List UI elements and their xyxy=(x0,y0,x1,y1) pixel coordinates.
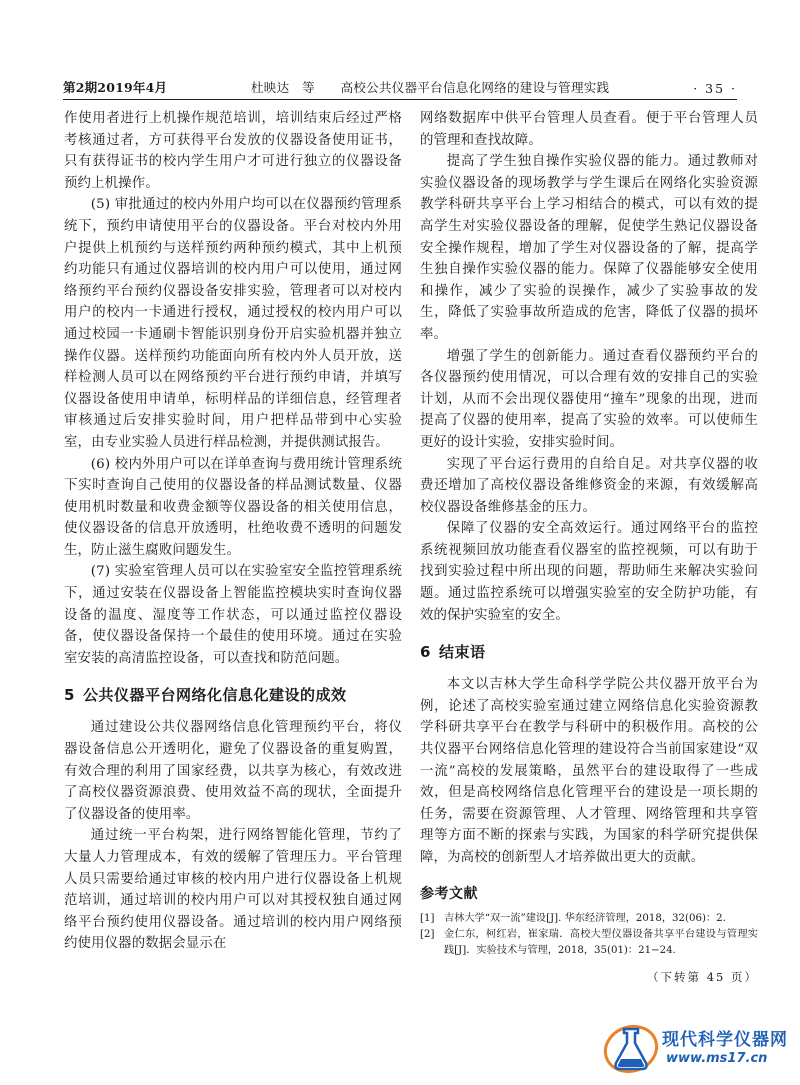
paragraph: (5) 审批通过的校内外用户均可以在仪器预约管理系统下，预约申请使用平台的仪器设备。平台对校内外用户提供上机预约与送样预约两种预约模式，其中上机预约功能只有通过仪器培训的校内用户可以使用，通过网络预约平台预约仪器设备安排实验，管理者可以对校内用户的校内一卡通进行授权，通过授权的校内用户可以通过校园一卡通刷卡智能识别身份开启实验机器并独立操作仪器。送样预约功能面向所有校内外人员开放，送样检测人员可以在网络预约平台进行预约申请，并填写仪器设备使用申请单，标明样品的详细信息，经管理者审核通过后安排实验时间，用户把样品带到中心实验室，由专业实验人员进行样品检测，并提供测试报告。 xyxy=(64,197,402,450)
paragraph: 保障了仪器的安全高效运行。通过网络平台的监控系统视频回放功能查看仪器室的监控视频，可以有助于找到实验过程中所出现的问题，帮助师生来解决实验问题。通过监控系统可以增强实验室的安全防护功能，有效的保护实验室的安全。 xyxy=(420,521,758,623)
paragraph: 本文以吉林大学生命科学学院公共仪器开放平台为例，论述了高校实验室通过建立网络信息化实验资源教学科研共享平台在教学与科研中的积极作用。高校的公共仪器平台网络信息化管理的建设符合当前国家建设“双一流”高校的发展策略，虽然平台的建设取得了一些成效，但是高校网络信息化管理平台的建设是一项长期的任务，需要在资源管理、人才管理、网络管理和共享管理等方面不断的探索与实践，为国家的科学研究提供保障，为高校的创新型人才培养做出更大的贡献。 xyxy=(420,677,758,865)
section-number: 5 xyxy=(64,686,75,705)
section-title: 公共仪器平台网络化信息化建设的成效 xyxy=(82,686,347,705)
site-watermark xyxy=(602,1015,792,1079)
flask-logo-icon xyxy=(602,1019,660,1075)
continued-note: （下转第 45 页） xyxy=(647,969,758,984)
paragraph: 提高了学生独自操作实验仪器的能力。通过教师对实验仪器设备的现场教学与学生课后在网络化实验资源教学科研共享平台上学习相结合的模式，可以有效的提高学生对实验仪器设备的理解，促使学生熟记仪器设备安全操作规程，增加了学生对仪器设备的了解，提高学生独自操作实验仪器的能力。保障了仪器能够安全使用和操作，减少了实验的误操作，减少了实验事故的发生，降低了实验事故所造成的危害，降低了仪器的损坏率。 xyxy=(420,154,758,342)
section-title: 结束语 xyxy=(438,643,486,662)
paragraph: 实现了平台运行费用的自给自足。对共享仪器的收费还增加了高校仪器设备维修资金的来源，有效缓解高校仪器设备维修基金的压力。 xyxy=(420,456,758,515)
section-heading xyxy=(64,683,402,707)
watermark-url: www.ms17.cn xyxy=(666,1051,768,1066)
section-heading xyxy=(420,640,758,664)
paragraph: 通过建设公共仪器网络信息化管理预约平台，将仪器设备信息公开透明化，避免了仪器设备的重复购置，有效合理的利用了国家经费，以共享为核心，有效改进了高校仪器资源浪费、使用效益不高的现状，全面提升了仪器设备的使用率。 xyxy=(64,720,402,822)
reference-text: 吉林大学“双一流”建设[J]. 华东经济管理，2018，32(06)：2. xyxy=(444,912,726,924)
paragraph: (6) 校内外用户可以在详单查询与费用统计管理系统下实时查询自己使用的仪器设备的样品测试数量、仪器使用机时数量和收费金额等仪器设备的相关使用信息，使仪器设备的信息开放透明，杜绝收费不透明的问题发生，防止滋生腐败问题发生。 xyxy=(64,456,402,558)
page-number: · 35 · xyxy=(693,81,737,96)
paragraph: 增强了学生的创新能力。通过查看仪器预约平台的各仪器预约使用情况，可以合理有效的安排自己的实验计划，从而不会出现仪器使用“撞车”现象的出现，进而提高了仪器的使用率，提高了实验的效率。可以使师生更好的设计实验，安排实验时间。 xyxy=(420,348,758,450)
references-heading: 参考文献 xyxy=(420,885,478,902)
section-number: 6 xyxy=(420,643,431,662)
issue-date: 第2期2019年4月 xyxy=(63,80,168,95)
reference-number: [1] xyxy=(420,912,435,924)
right-column xyxy=(420,108,758,985)
reference-item xyxy=(420,927,758,959)
reference-number: [2] xyxy=(420,928,435,940)
paragraph: 网络数据库中供平台管理人员查看。便于平台管理人员的管理和查找故障。 xyxy=(420,111,758,148)
running-header xyxy=(63,78,737,100)
watermark-site-name: 现代科学仪器网 xyxy=(662,1030,788,1050)
paragraph: 作使用者进行上机操作规范培训，培训结束后经过严格考核通过者，方可获得平台发放的仪器设备使用证书，只有获得证书的校内学生用户才可进行独立的仪器设备预约上机操作。 xyxy=(64,111,402,191)
reference-item xyxy=(420,911,758,927)
paragraph: (7) 实验室管理人员可以在实验室安全监控管理系统下，通过安装在仪器设备上智能监控模块实时查询仪器设备的温度、湿度等工作状态，可以通过监控仪器设备，使仪器设备保持一个最佳的使用环境。通过在实验室安装的高清监控设备，可以查找和防范问题。 xyxy=(64,564,402,666)
left-column xyxy=(64,108,402,955)
paragraph: 通过统一平台构架，进行网络智能化管理，节约了大量人力管理成本，有效的缓解了管理压力。平台管理人员只需要给通过审核的校内用户进行仪器设备上机规范培训，通过培训的校内用户可以对其授权独自通过网络平台预约使用仪器设备。通过培训的校内用户网络预约使用仪器的数据会显示在 xyxy=(64,828,402,952)
reference-text: 金仁东，柯红岩，崔家瑞．高校大型仪器设备共享平台建设与管理实践[J]．实验技术与管理，2018，35(01)：21−24. xyxy=(444,928,758,956)
running-title: 杜映达 等 高校公共仪器平台信息化网络的建设与管理实践 xyxy=(250,80,610,95)
